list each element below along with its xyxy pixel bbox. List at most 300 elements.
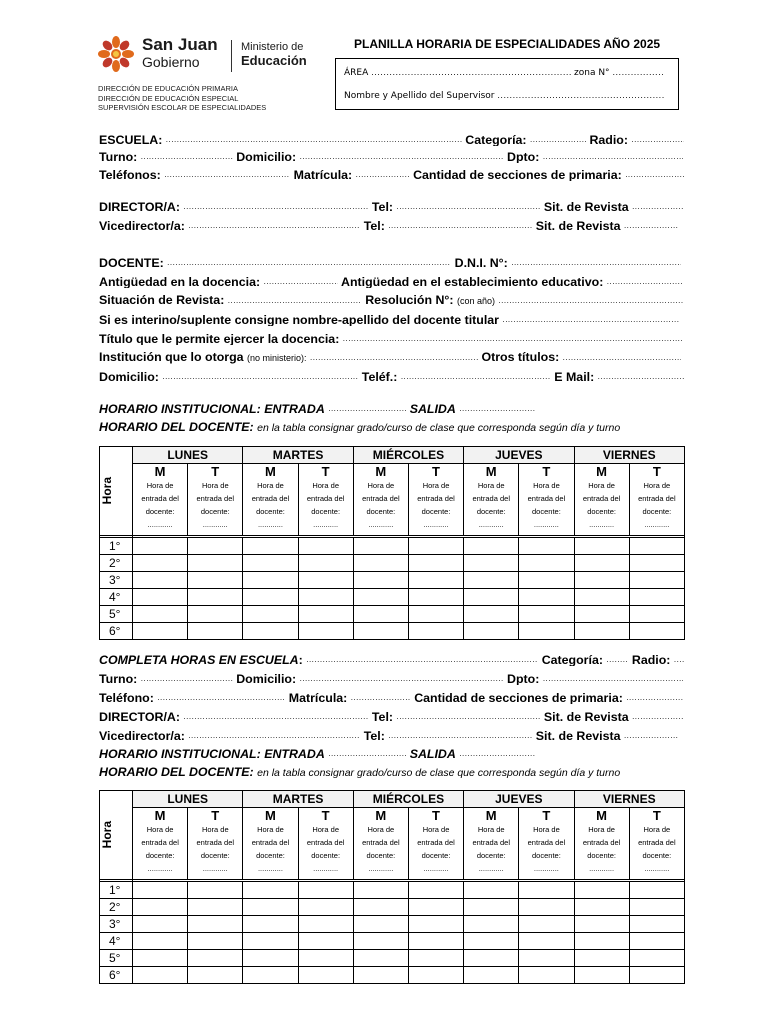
- schedule-cell[interactable]: [353, 915, 408, 932]
- institucional-row-2: [99, 744, 684, 760]
- domicilio-label: Domicilio:: [236, 150, 297, 163]
- entry-time-note[interactable]: [464, 479, 519, 535]
- entry-note-line: docente:: [421, 507, 451, 516]
- radio-label: Radio:: [589, 133, 628, 146]
- schedule-cell[interactable]: [133, 949, 188, 966]
- completa-colon: :: [298, 653, 303, 666]
- schedule-cell[interactable]: [408, 966, 463, 983]
- ministry-label: [241, 40, 307, 69]
- turno-t-header: T: [519, 464, 574, 480]
- schedule-cell[interactable]: [133, 554, 188, 571]
- schedule-cell[interactable]: [133, 571, 188, 588]
- second-vicedirector-sit-field[interactable]: [624, 726, 678, 742]
- schedule-cell[interactable]: [574, 605, 629, 622]
- second-vicedirector-field[interactable]: [188, 726, 360, 742]
- schedule-cell[interactable]: [464, 949, 519, 966]
- area-field[interactable]: [371, 68, 571, 78]
- interino-field[interactable]: [502, 310, 680, 326]
- schedule-cell[interactable]: [519, 588, 574, 605]
- schedule-cell[interactable]: [519, 949, 574, 966]
- entry-time-note[interactable]: [629, 823, 684, 879]
- schedule-cell[interactable]: [464, 881, 519, 898]
- domicilio-docente-field[interactable]: [162, 367, 358, 383]
- second-director-tel-label: Tel:: [371, 710, 394, 723]
- domicilio-field[interactable]: [300, 147, 504, 163]
- director-sit-field[interactable]: [632, 197, 684, 213]
- schedule-cell[interactable]: [353, 554, 408, 571]
- schedule-cell[interactable]: [574, 966, 629, 983]
- hour-label: 1°: [100, 881, 133, 898]
- schedule-cell[interactable]: [353, 881, 408, 898]
- entry-note-line: Hora de: [257, 481, 284, 490]
- entry-note-line: ............: [147, 864, 173, 873]
- schedule-cell[interactable]: [464, 588, 519, 605]
- entry-note-line: docente:: [532, 507, 561, 516]
- hour-row: [100, 571, 685, 588]
- situacion-field[interactable]: [228, 291, 362, 307]
- inst-entrada-field-2[interactable]: [328, 744, 406, 760]
- schedule-cell[interactable]: [243, 622, 298, 639]
- dpto-field[interactable]: [543, 147, 683, 163]
- day-header-viernes: VIERNES: [574, 447, 685, 464]
- turno-field[interactable]: [141, 147, 233, 163]
- schedule-cell[interactable]: [243, 537, 298, 554]
- second-domicilio-label: Domicilio:: [236, 672, 297, 685]
- turno-t-header: T: [188, 808, 243, 824]
- entry-time-note[interactable]: [408, 823, 463, 879]
- schedule-cell[interactable]: [574, 949, 629, 966]
- schedule-cell[interactable]: [519, 571, 574, 588]
- entry-time-note[interactable]: [519, 823, 574, 879]
- schedule-cell[interactable]: [243, 949, 298, 966]
- second-vicedirector-tel-field[interactable]: [388, 726, 532, 742]
- schedule-cell[interactable]: [464, 537, 519, 554]
- schedule-cell[interactable]: [464, 932, 519, 949]
- institucion-label: Institución que lo otorga: [99, 350, 244, 364]
- email-field[interactable]: [598, 367, 684, 383]
- entry-time-note[interactable]: [464, 823, 519, 879]
- vicedirector-field[interactable]: [188, 216, 360, 232]
- second-director-label: DIRECTOR/A:: [99, 710, 180, 723]
- director-tel-field[interactable]: [396, 197, 540, 213]
- entry-time-note[interactable]: [188, 823, 243, 879]
- schedule-cell[interactable]: [188, 554, 243, 571]
- hour-label: 6°: [100, 966, 133, 983]
- hour-row: [100, 554, 685, 571]
- schedule-cell[interactable]: [298, 915, 353, 932]
- resolucion-field[interactable]: [498, 291, 684, 307]
- directions-list: [98, 84, 266, 113]
- schedule-cell[interactable]: [408, 932, 463, 949]
- note-row: [100, 479, 685, 535]
- schedule-cell[interactable]: [133, 932, 188, 949]
- schedule-cell[interactable]: [574, 537, 629, 554]
- day-header-martes: MARTES: [243, 791, 353, 808]
- vicedirector-row: [99, 216, 684, 232]
- entry-note-line: ............: [478, 864, 504, 873]
- zona-field[interactable]: [612, 68, 664, 78]
- brand-divider: [231, 40, 232, 72]
- schedule-cell[interactable]: [188, 571, 243, 588]
- entry-note-line: entrada del: [472, 494, 510, 503]
- hora-header: [100, 791, 133, 880]
- schedule-cell[interactable]: [574, 571, 629, 588]
- brand-sub: Gobierno: [142, 54, 200, 70]
- otros-titulos-field[interactable]: [563, 348, 681, 364]
- schedule-cell[interactable]: [519, 622, 574, 639]
- categoria-label: Categoría:: [465, 133, 527, 146]
- second-matricula-field[interactable]: [351, 688, 411, 704]
- turno-m-header: M: [574, 808, 629, 824]
- schedule-cell[interactable]: [353, 588, 408, 605]
- schedule-cell[interactable]: [574, 554, 629, 571]
- schedule-cell[interactable]: [464, 915, 519, 932]
- schedule-cell[interactable]: [408, 915, 463, 932]
- schedule-cell[interactable]: [629, 622, 684, 639]
- schedule-cell[interactable]: [629, 966, 684, 983]
- vicedirector-tel-field[interactable]: [388, 216, 532, 232]
- entry-time-note[interactable]: [298, 823, 353, 879]
- schedule-cell[interactable]: [629, 932, 684, 949]
- schedule-cell[interactable]: [133, 537, 188, 554]
- schedule-cell[interactable]: [298, 588, 353, 605]
- entry-time-note[interactable]: [353, 479, 408, 535]
- horario-docente-row-2: [99, 764, 684, 780]
- second-dpto-field[interactable]: [543, 669, 683, 685]
- antig-docencia-field[interactable]: [264, 272, 338, 288]
- schedule-cell[interactable]: [519, 554, 574, 571]
- schedule-cell[interactable]: [298, 537, 353, 554]
- schedule-cell[interactable]: [353, 622, 408, 639]
- hour-label: 4°: [100, 932, 133, 949]
- docente-field[interactable]: [167, 253, 451, 269]
- entry-note-line: Hora de: [477, 825, 505, 834]
- entry-note-line: docente:: [476, 851, 506, 860]
- schedule-cell[interactable]: [298, 571, 353, 588]
- entry-note-line: docente:: [366, 507, 396, 516]
- entry-note-line: entrada del: [417, 494, 455, 503]
- schedule-cell[interactable]: [188, 605, 243, 622]
- schedule-cell[interactable]: [629, 949, 684, 966]
- schedule-cell[interactable]: [464, 571, 519, 588]
- schedule-cell[interactable]: [408, 881, 463, 898]
- schedule-cell[interactable]: [188, 932, 243, 949]
- hour-row: [100, 966, 685, 983]
- supervisor-row: [344, 91, 665, 101]
- entry-note-line: entrada del: [527, 494, 566, 503]
- second-director-field[interactable]: [183, 707, 368, 723]
- dni-label: D.N.I. N°:: [454, 256, 508, 269]
- schedule-cell[interactable]: [408, 588, 463, 605]
- matricula-label: Matrícula:: [293, 168, 353, 181]
- schedule-cell[interactable]: [408, 571, 463, 588]
- completa-row: [99, 650, 684, 666]
- schedule-cell[interactable]: [353, 537, 408, 554]
- schedule-cell[interactable]: [298, 554, 353, 571]
- telefonos-field[interactable]: [164, 165, 290, 181]
- hour-label: 4°: [100, 588, 133, 605]
- hour-label: 2°: [100, 898, 133, 915]
- salida-field-2[interactable]: [459, 744, 535, 760]
- second-domicilio-field[interactable]: [300, 669, 504, 685]
- entry-time-note[interactable]: [298, 479, 353, 535]
- schedule-cell[interactable]: [519, 537, 574, 554]
- schedule-cell[interactable]: [464, 554, 519, 571]
- schedule-cell[interactable]: [243, 881, 298, 898]
- entry-note-line: Hora de: [146, 825, 174, 834]
- schedule-cell[interactable]: [574, 915, 629, 932]
- docente-label-1: HORARIO DEL DOCENTE:: [99, 420, 254, 434]
- matricula-field[interactable]: [356, 165, 410, 181]
- entry-note-line: docente:: [256, 507, 285, 516]
- schedule-cell[interactable]: [408, 554, 463, 571]
- entry-time-note[interactable]: [353, 823, 408, 879]
- entry-note-line: ............: [589, 864, 615, 873]
- schedule-cell[interactable]: [519, 915, 574, 932]
- schedule-cell[interactable]: [243, 898, 298, 915]
- entry-note-line: ............: [644, 864, 670, 873]
- interino-label: Si es interino/suplente consigne nombre-apellido del docente titular: [99, 313, 500, 326]
- second-director-sit-field[interactable]: [632, 707, 684, 723]
- hour-row: [100, 588, 685, 605]
- entry-note-line: entrada del: [527, 838, 566, 847]
- turno-row: [99, 147, 684, 163]
- second-turno-row: [99, 669, 684, 685]
- hour-row: [100, 915, 685, 932]
- entry-time-note[interactable]: [133, 479, 188, 535]
- entry-note-line: Hora de: [588, 481, 615, 490]
- inst-entrada-label-2: HORARIO INSTITUCIONAL: ENTRADA: [99, 747, 325, 760]
- schedule-cell[interactable]: [574, 881, 629, 898]
- schedule-cell[interactable]: [188, 588, 243, 605]
- schedule-cell[interactable]: [629, 898, 684, 915]
- entry-note-line: entrada del: [582, 838, 621, 847]
- second-turno-field[interactable]: [141, 669, 233, 685]
- dni-field[interactable]: [511, 253, 681, 269]
- schedule-cell[interactable]: [133, 966, 188, 983]
- entry-note-line: docente:: [532, 851, 561, 860]
- day-header-miercoles: MIÉRCOLES: [353, 791, 463, 808]
- schedule-cell[interactable]: [298, 966, 353, 983]
- ministry-line2: Educación: [241, 53, 307, 68]
- schedule-cell[interactable]: [519, 966, 574, 983]
- hora-header: [100, 447, 133, 536]
- direction-supervision: SUPERVISIÓN ESCOLAR DE ESPECIALIDADES: [98, 103, 267, 112]
- entry-time-note[interactable]: [574, 823, 629, 879]
- schedule-cell[interactable]: [574, 898, 629, 915]
- schedule-cell[interactable]: [243, 605, 298, 622]
- schedule-cell[interactable]: [629, 554, 684, 571]
- schedule-cell[interactable]: [353, 966, 408, 983]
- schedule-cell[interactable]: [629, 588, 684, 605]
- schedule-cell[interactable]: [298, 881, 353, 898]
- turno-m-header: M: [353, 464, 408, 480]
- schedule-cell[interactable]: [243, 932, 298, 949]
- schedule-cell[interactable]: [188, 537, 243, 554]
- hora-label: Hora: [100, 821, 114, 849]
- salida-field[interactable]: [459, 399, 535, 415]
- institucion-field[interactable]: [310, 348, 478, 364]
- second-radio-label: Radio:: [631, 653, 671, 666]
- entry-note-line: docente:: [476, 507, 506, 516]
- schedule-cell[interactable]: [188, 898, 243, 915]
- schedule-cell[interactable]: [353, 605, 408, 622]
- docente-note-1: en la tabla consignar grado/curso de clase que corresponda según día y turno: [257, 422, 621, 434]
- schedule-cell[interactable]: [133, 622, 188, 639]
- schedule-cell[interactable]: [408, 949, 463, 966]
- schedule-cell[interactable]: [188, 622, 243, 639]
- entry-note-line: ............: [589, 520, 615, 529]
- schedule-cell[interactable]: [243, 588, 298, 605]
- completa-field[interactable]: [306, 650, 538, 666]
- entry-note-line: Hora de: [643, 481, 671, 490]
- entry-time-note[interactable]: [243, 479, 298, 535]
- schedule-cell[interactable]: [133, 881, 188, 898]
- entry-note-line: Hora de: [588, 825, 615, 834]
- day-header-miercoles: MIÉRCOLES: [353, 447, 463, 464]
- entry-time-note[interactable]: [188, 479, 243, 535]
- entry-time-note[interactable]: [574, 479, 629, 535]
- schedule-cell[interactable]: [629, 605, 684, 622]
- situacion-row: [99, 291, 684, 307]
- entry-note-line: entrada del: [306, 838, 345, 847]
- turno-t-header: T: [629, 808, 684, 824]
- entry-note-line: Hora de: [257, 825, 284, 834]
- schedule-cell[interactable]: [408, 537, 463, 554]
- entry-time-note[interactable]: [408, 479, 463, 535]
- schedule-cell[interactable]: [353, 949, 408, 966]
- second-categoria-field[interactable]: [606, 650, 628, 666]
- hour-row: [100, 622, 685, 639]
- schedule-cell[interactable]: [133, 588, 188, 605]
- second-radio-field[interactable]: [674, 650, 684, 666]
- domicilio-docente-label: Domicilio:: [99, 370, 159, 383]
- entry-time-note[interactable]: [243, 823, 298, 879]
- schedule-cell[interactable]: [243, 966, 298, 983]
- schedule-cell[interactable]: [629, 537, 684, 554]
- schedule-cell[interactable]: [519, 932, 574, 949]
- schedule-cell[interactable]: [464, 898, 519, 915]
- second-categoria-label: Categoría:: [541, 653, 603, 666]
- turno-header-row: [100, 464, 685, 480]
- schedule-cell[interactable]: [629, 571, 684, 588]
- schedule-cell[interactable]: [574, 588, 629, 605]
- entry-time-note[interactable]: [133, 823, 188, 879]
- schedule-cell[interactable]: [353, 932, 408, 949]
- telef-field[interactable]: [401, 367, 551, 383]
- schedule-cell[interactable]: [188, 915, 243, 932]
- entry-note-line: entrada del: [417, 838, 455, 847]
- schedule-cell[interactable]: [298, 898, 353, 915]
- schedule-cell[interactable]: [408, 605, 463, 622]
- radio-field[interactable]: [631, 130, 684, 146]
- schedule-cell[interactable]: [464, 605, 519, 622]
- vicedirector-sit-field[interactable]: [624, 216, 678, 232]
- schedule-cell[interactable]: [243, 915, 298, 932]
- entry-note-line: entrada del: [251, 494, 290, 503]
- entry-note-line: Hora de: [422, 481, 450, 490]
- institucion-row: [99, 348, 684, 364]
- escuela-field[interactable]: [166, 130, 462, 146]
- entry-note-line: Hora de: [146, 481, 174, 490]
- second-telefono-field[interactable]: [157, 688, 285, 704]
- institucional-row-1: [99, 399, 684, 415]
- schedule-cell[interactable]: [243, 554, 298, 571]
- docente-note-2: en la tabla consignar grado/curso de clase que corresponda según día y turno: [257, 767, 621, 779]
- schedule-cell[interactable]: [574, 622, 629, 639]
- schedule-cell[interactable]: [519, 605, 574, 622]
- schedule-cell[interactable]: [133, 898, 188, 915]
- schedule-cell[interactable]: [298, 932, 353, 949]
- schedule-cell[interactable]: [464, 966, 519, 983]
- supervisor-box: [335, 58, 679, 110]
- supervisor-field[interactable]: [497, 91, 665, 101]
- schedule-cell[interactable]: [188, 966, 243, 983]
- day-header-lunes: LUNES: [133, 447, 243, 464]
- schedule-cell[interactable]: [188, 949, 243, 966]
- director-tel-label: Tel:: [371, 200, 394, 213]
- entry-note-line: entrada del: [141, 838, 179, 847]
- document-title: PLANILLA HORARIA DE ESPECIALIDADES AÑO 2025: [354, 37, 661, 51]
- situacion-label: Situación de Revista:: [99, 293, 225, 307]
- telefonos-row: [99, 165, 684, 181]
- inst-entrada-field[interactable]: [328, 399, 406, 415]
- secciones-field[interactable]: [625, 165, 684, 181]
- entry-note-line: entrada del: [251, 838, 290, 847]
- interino-row: [99, 310, 684, 326]
- schedule-cell[interactable]: [133, 605, 188, 622]
- domicilio-docente-row: [99, 367, 684, 383]
- entry-time-note[interactable]: [629, 479, 684, 535]
- schedule-cell[interactable]: [298, 605, 353, 622]
- horario-docente-row-1: [99, 419, 684, 435]
- schedule-cell[interactable]: [519, 898, 574, 915]
- director-field[interactable]: [183, 197, 368, 213]
- schedule-cell[interactable]: [408, 898, 463, 915]
- schedule-cell[interactable]: [298, 949, 353, 966]
- schedule-cell[interactable]: [243, 571, 298, 588]
- schedule-cell[interactable]: [519, 881, 574, 898]
- titulo-field[interactable]: [343, 329, 683, 345]
- entry-note-line: Hora de: [367, 481, 395, 490]
- schedule-cell[interactable]: [629, 915, 684, 932]
- entry-note-line: ............: [368, 520, 394, 529]
- entry-time-note[interactable]: [519, 479, 574, 535]
- antig-estab-field[interactable]: [607, 272, 683, 288]
- hour-label: 5°: [100, 949, 133, 966]
- schedule-cell[interactable]: [188, 881, 243, 898]
- entry-note-line: ............: [423, 520, 449, 529]
- entry-note-line: entrada del: [638, 838, 676, 847]
- second-director-tel-field[interactable]: [396, 707, 540, 723]
- schedule-cell[interactable]: [353, 571, 408, 588]
- turno-m-header: M: [574, 464, 629, 480]
- docente-row: [99, 253, 684, 269]
- turno-m-header: M: [464, 464, 519, 480]
- second-telefono-label: Teléfono:: [99, 691, 154, 704]
- categoria-field[interactable]: [530, 130, 586, 146]
- schedule-cell[interactable]: [464, 622, 519, 639]
- entry-note-line: ............: [147, 520, 173, 529]
- schedule-cell[interactable]: [133, 915, 188, 932]
- salida-label: SALIDA: [409, 402, 456, 415]
- schedule-cell[interactable]: [629, 881, 684, 898]
- schedule-cell[interactable]: [298, 622, 353, 639]
- schedule-cell[interactable]: [408, 622, 463, 639]
- schedule-cell[interactable]: [574, 932, 629, 949]
- second-secciones-field[interactable]: [626, 688, 684, 704]
- schedule-cell[interactable]: [353, 898, 408, 915]
